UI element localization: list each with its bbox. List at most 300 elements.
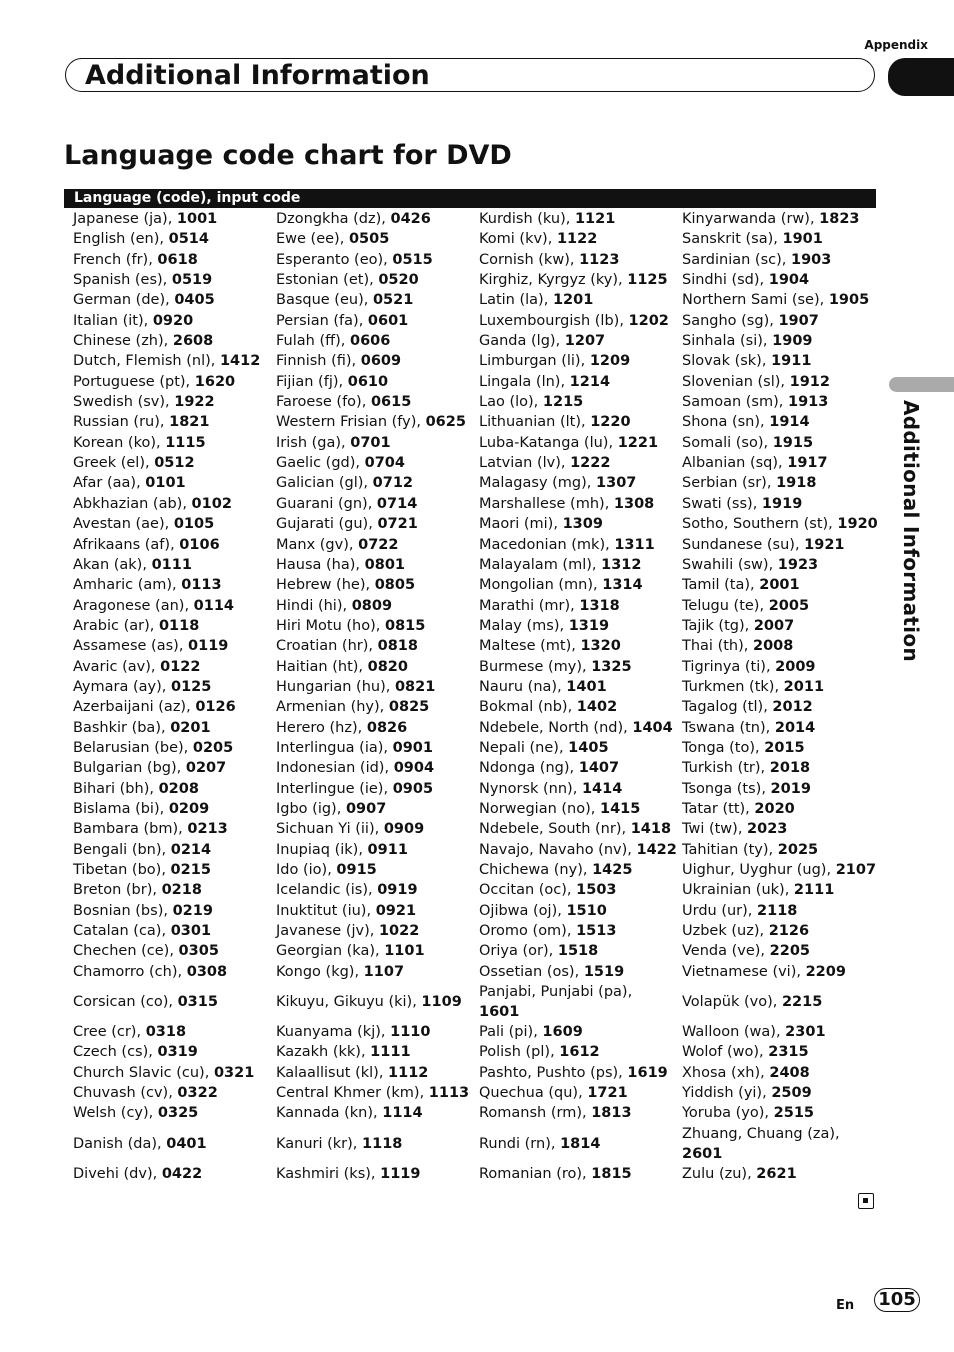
separator: , [157,1135,167,1152]
language-entry [682,1042,884,1062]
separator: , [555,333,565,350]
input-code: 0901 [392,739,433,756]
language-entry [276,677,478,697]
separator: , [358,312,368,329]
input-code: 1903 [791,251,832,268]
language-column-3 [479,209,681,1184]
input-code: 1318 [579,597,620,614]
language-entry [73,1063,275,1083]
language-name: Finnish (fi) [276,353,352,370]
language-name: Abkhazian (ab) [73,495,183,512]
language-entry [479,535,681,555]
separator: , [744,617,754,634]
separator: , [828,516,838,533]
language-name: Inuktitut (iu) [276,902,367,919]
language-entry [73,250,275,270]
language-name: Twi (tw) [682,821,738,838]
language-name: Japanese (ja) [73,211,168,227]
language-name: Kazakh (kk) [276,1044,361,1061]
language-entry [73,799,275,819]
separator: , [774,678,784,695]
input-code: 1721 [587,1085,628,1102]
language-name: Tsonga (ts) [682,780,762,797]
language-entry [479,718,681,738]
language-name: Marathi (mr) [479,597,571,614]
language-name: Kannada (kn) [276,1105,374,1122]
language-name: Divehi (dv) [73,1165,153,1182]
language-name: Zulu (zu) [682,1165,748,1182]
input-code: 1412 [219,353,261,370]
input-code: 0921 [375,902,417,919]
language-entry [682,819,884,839]
separator: , [578,1085,588,1102]
language-entry [479,982,681,1022]
language-name: Ndebele, North (nd) [479,719,624,736]
language-name: Somali (so) [682,434,764,451]
language-name: Assamese (as) [73,638,179,655]
language-name: Tigrinya (ti) [682,658,766,675]
separator: , [773,231,783,248]
separator: , [778,394,788,411]
language-entry [479,697,681,717]
language-entry [682,880,884,900]
separator: , [142,556,152,573]
input-code: 0125 [170,678,212,695]
separator: , [374,821,384,838]
language-name: Komi (kv) [479,231,548,248]
language-name: Avestan (ae) [73,516,165,533]
language-entry [479,473,681,493]
language-entry [276,921,478,941]
language-name: Rundi (rn) [479,1135,551,1152]
separator: , [184,597,194,614]
input-code: 1107 [363,963,405,980]
language-name: Nauru (na) [479,678,558,695]
input-code: 2205 [769,943,810,960]
input-code: 1422 [636,841,677,858]
language-name: Fulah (ff) [276,333,341,350]
language-entry [479,412,681,432]
input-code: 0805 [374,577,416,594]
separator: , [161,678,171,695]
language-entry [682,331,884,351]
input-code: 0401 [166,1135,207,1152]
language-name: Romansh (rm) [479,1105,582,1122]
language-entry [479,657,681,677]
separator: , [591,556,602,573]
language-entry [479,250,681,270]
language-entry [73,494,275,514]
language-name: Kanuri (kr) [276,1135,353,1152]
language-entry [276,738,478,758]
language-entry [73,1164,275,1184]
input-code: 1214 [569,373,611,390]
input-code: 0704 [364,455,405,472]
language-name: Akan (ak) [73,556,143,573]
input-code: 1115 [165,434,206,451]
input-code: 1121 [574,211,616,227]
separator: , [582,658,592,675]
language-entry [276,697,478,717]
language-entry [73,738,275,758]
input-code: 2019 [770,780,811,797]
input-code: 1401 [566,678,607,695]
separator: , [148,1105,158,1122]
separator: , [155,434,166,451]
input-code: 1513 [576,923,617,940]
language-name: Bosnian (bs) [73,902,164,919]
separator: , [373,1105,383,1122]
language-name: Central Khmer (km) [276,1085,420,1102]
input-code: 0615 [370,394,412,411]
input-code: 1022 [378,923,420,940]
language-name: Sundanese (su) [682,536,795,553]
input-code: 1209 [589,353,631,370]
language-name: Chinese (zh) [73,333,164,350]
language-entry [73,819,275,839]
language-entry [276,616,478,636]
input-code: 1122 [556,231,598,248]
language-entry [73,372,275,392]
separator: , [419,1085,429,1102]
language-entry [73,1083,275,1103]
language-entry [276,351,478,371]
separator: , [163,902,173,919]
language-entry [276,982,478,1022]
table-header: Language (code), input code [64,189,876,208]
language-name: Bambara (bm) [73,821,179,838]
input-code: 0609 [360,353,402,370]
language-name: Ndebele, South (nr) [479,821,622,838]
separator: , [348,536,359,553]
separator: , [794,536,805,553]
separator: , [627,841,637,858]
language-name: Czech (cs) [73,1044,149,1061]
language-name: Esperanto (eo) [276,251,384,268]
language-entry [479,229,681,249]
separator: , [167,211,177,227]
language-name: Javanese (jv) [276,923,370,940]
side-tab-marker [889,377,954,392]
separator: , [621,821,631,838]
language-entry [276,270,478,290]
input-code: 0114 [193,597,235,614]
language-name: Tamil (ta) [682,577,751,594]
input-code: 1415 [599,800,641,817]
language-name: Catalan (ca) [73,923,162,940]
language-entry [682,657,884,677]
input-code: 2025 [777,841,819,858]
separator: , [605,536,615,553]
separator: , [357,719,367,736]
input-code: 0907 [345,800,387,817]
language-entry [276,372,478,392]
input-code: 1821 [169,414,210,431]
separator: , [759,272,769,289]
separator: , [336,800,346,817]
language-entry [73,880,275,900]
separator: , [358,658,368,675]
language-name: Manx (gv) [276,536,349,553]
language-name: Sinhala (si) [682,333,763,350]
language-name: Croatian (hr) [276,638,369,655]
language-name: Fijian (fj) [276,373,339,390]
language-name: Swedish (sv) [73,394,166,411]
separator: , [361,394,371,411]
language-entry [276,657,478,677]
language-entry [682,921,884,941]
language-name: Arabic (ar) [73,617,150,634]
input-code: 0825 [388,699,430,716]
input-code: 1402 [576,699,618,716]
input-code: 0322 [177,1085,218,1102]
language-name: Nepali (ne) [479,739,559,756]
separator: , [339,231,349,248]
language-name: Tatar (tt) [682,800,746,817]
input-code: 1913 [787,394,829,411]
input-code: 1113 [428,1085,470,1102]
language-name: Malagasy (mg) [479,475,587,492]
language-entry [479,311,681,331]
separator: , [360,1044,371,1061]
input-code: 0712 [372,475,413,492]
language-name: Belarusian (be) [73,739,184,756]
input-code: 1912 [789,373,830,390]
language-entry [479,819,681,839]
language-name: Bislama (bi) [73,800,160,817]
input-code: 1823 [819,211,860,227]
input-code: 1601 [479,1004,520,1021]
separator: , [784,882,794,899]
language-name: Aymara (ay) [73,678,162,695]
input-code: 1119 [380,1165,421,1182]
language-name: Gujarati (gu) [276,516,369,533]
input-code: 1221 [617,434,659,451]
language-entry [276,392,478,412]
input-code: 0102 [191,495,232,512]
language-name: Guarani (gn) [276,495,368,512]
separator: , [826,862,836,878]
language-name: Macedonian (mk) [479,536,606,553]
separator: , [380,1024,391,1041]
language-entry [73,311,275,331]
separator: , [367,882,378,899]
language-name: Cree (cr) [73,1024,137,1041]
separator: , [363,292,373,309]
language-name: Limburgan (li) [479,353,581,370]
input-code: 0218 [161,882,202,899]
separator: , [149,617,159,634]
language-name: Interlingua (ia) [276,739,384,756]
language-name: Swati (ss) [682,495,753,512]
separator: , [355,455,365,472]
language-entry [276,1063,478,1083]
language-name: Venda (ve) [682,943,761,960]
separator: , [164,516,174,533]
language-entry [479,799,681,819]
language-entry [479,677,681,697]
separator: , [750,577,760,594]
separator: , [835,1125,840,1142]
separator: , [618,1064,628,1081]
language-name: Sichuan Yi (ii) [276,821,375,838]
language-name: Ojibwa (oj) [479,902,558,919]
language-entry [682,982,884,1022]
language-entry [682,697,884,717]
separator: , [204,1064,214,1081]
separator: , [365,577,375,594]
language-name: Turkmen (tk) [682,678,775,695]
input-code: 0820 [367,658,408,675]
language-entry [73,982,275,1022]
input-code: 1813 [591,1105,632,1122]
language-entry [73,840,275,860]
language-name: Slovenian (sl) [682,373,781,390]
separator: , [743,638,753,655]
input-code: 0321 [213,1064,255,1081]
language-name: Cornish (kw) [479,251,570,268]
language-entry [682,1103,884,1123]
input-code: 0201 [170,719,211,736]
input-code: 0301 [170,923,212,940]
input-code: 0826 [366,719,408,736]
language-name: Chechen (ce) [73,943,170,960]
language-name: Kurdish (ku) [479,211,566,227]
input-code: 1918 [776,475,817,492]
separator: , [533,394,543,411]
language-name: Thai (th) [682,638,744,655]
language-entry [682,1022,884,1042]
language-entry [479,1042,681,1062]
separator: , [383,251,393,268]
separator: , [145,455,155,472]
separator: , [168,994,178,1011]
separator: , [809,211,820,227]
language-name: Amharic (am) [73,577,173,594]
language-name: Church Slavic (cu) [73,1064,205,1081]
language-entry [682,433,884,453]
language-entry [479,494,681,514]
separator: , [369,923,379,940]
language-entry [73,1042,275,1062]
separator: , [582,1105,592,1122]
language-name: Kalaallisut (kl) [276,1064,379,1081]
input-code: 0610 [347,373,389,390]
language-name: Quechua (qu) [479,1085,579,1102]
language-entry [276,901,478,921]
input-code: 1609 [542,1024,583,1041]
input-code: 1109 [421,994,462,1011]
language-name: Volapük (vo) [682,994,773,1011]
input-code: 1612 [559,1044,600,1061]
input-code: 0126 [195,699,236,716]
separator: , [172,577,182,594]
language-name: Ukrainian (uk) [682,882,785,899]
language-entry [73,331,275,351]
language-entry [73,941,275,961]
language-entry [682,1164,884,1184]
language-entry [276,758,478,778]
input-code: 0209 [168,800,210,817]
separator: , [375,617,385,634]
input-code: 1414 [581,780,623,797]
language-name: Tagalog (tl) [682,699,764,716]
separator: , [327,862,337,878]
language-name: Galician (gl) [276,475,364,492]
separator: , [136,475,146,492]
language-name: Zhuang, Chuang (za) [682,1125,836,1142]
language-name: Uzbek (uz) [682,923,760,940]
separator: , [383,780,393,797]
input-code: 1207 [564,333,606,350]
language-name: Bihari (bh) [73,780,150,797]
input-code: 0505 [348,231,390,248]
language-name: Chuvash (cv) [73,1085,169,1102]
language-name: Luxembourgish (lb) [479,312,620,329]
language-name: Sindhi (sd) [682,272,760,289]
input-code: 0606 [349,333,391,350]
input-code: 0215 [170,862,211,878]
language-name: Latin (la) [479,292,544,309]
input-code: 0308 [186,963,228,980]
input-code: 0305 [178,943,219,960]
language-name: Vietnamese (vi) [682,963,797,980]
input-code: 1909 [772,333,813,350]
language-entry [73,657,275,677]
language-entry [479,738,681,758]
input-code: 1503 [576,882,617,899]
language-name: Portuguese (pt) [73,373,186,390]
separator: , [763,434,773,451]
language-entry [276,880,478,900]
language-name: Avaric (av) [73,658,151,675]
input-code: 2008 [752,638,794,655]
separator: , [558,739,569,756]
language-entry [276,1103,478,1123]
separator: , [593,577,603,594]
language-name: Mongolian (mn) [479,577,594,594]
separator: , [338,373,348,390]
separator: , [162,272,172,289]
language-entry [73,473,275,493]
language-name: Ganda (lg) [479,333,556,350]
language-name: Danish (da) [73,1135,158,1152]
language-name: Romanian (ro) [479,1165,583,1182]
input-code: 1907 [778,312,819,329]
separator: , [759,1044,769,1061]
input-code: 2005 [768,597,810,614]
separator: , [608,434,618,451]
language-name: Bashkir (ba) [73,719,161,736]
input-code: 0821 [394,678,436,695]
separator: , [619,312,629,329]
separator: , [559,617,569,634]
separator: , [352,1135,363,1152]
separator: , [768,841,778,858]
separator: , [565,211,575,227]
separator: , [581,414,591,431]
separator: , [759,597,769,614]
language-entry [479,290,681,310]
input-code: 0905 [392,780,434,797]
separator: , [178,821,188,838]
input-code: 0519 [171,272,213,289]
language-entry [276,453,478,473]
separator: , [416,414,426,431]
input-code: 1919 [761,495,803,512]
language-entry [479,860,681,880]
input-code: 1308 [613,495,655,512]
